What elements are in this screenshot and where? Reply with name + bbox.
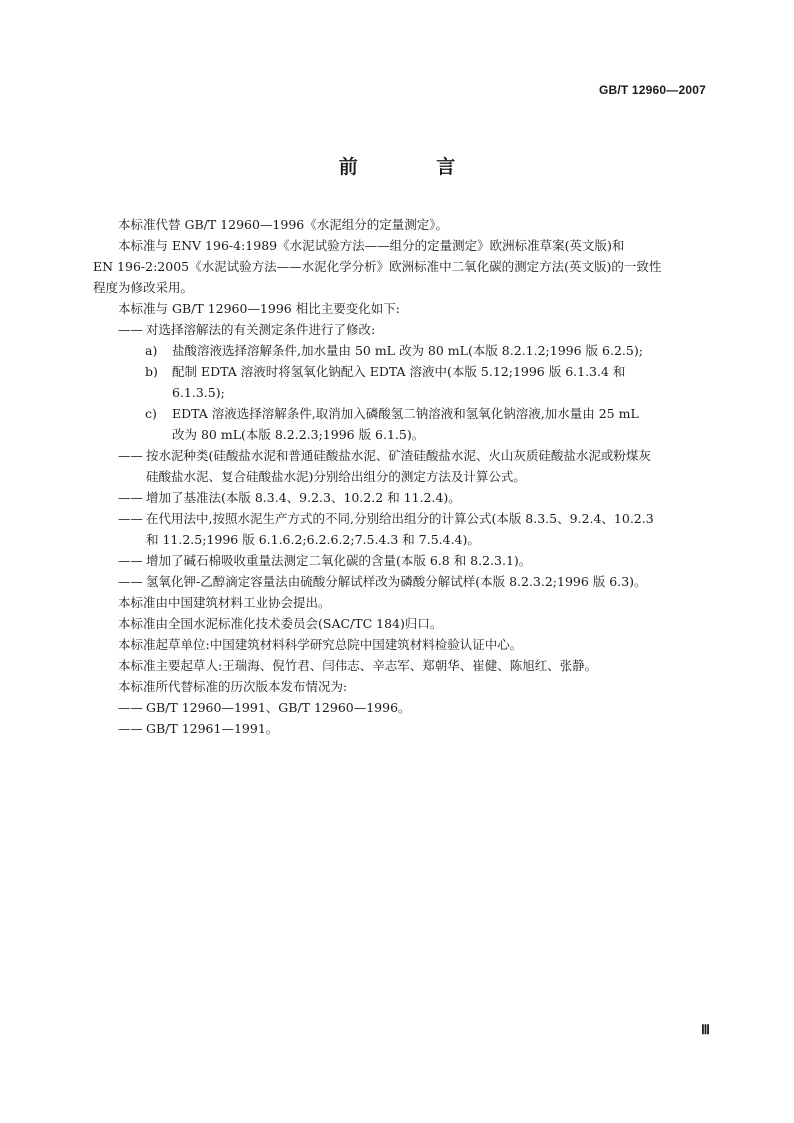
paragraph-changes-intro: 本标准与 GB/T 12960—1996 相比主要变化如下: (118, 301, 400, 316)
foreword-body (93, 214, 706, 739)
sub-item (118, 340, 706, 361)
sub-item-text: EDTA 溶液选择溶解条件,取消加入磷酸氢二钠溶液和氢氧化钠溶液,加水量由 25 mL (172, 406, 639, 421)
change-item (118, 445, 706, 487)
dash-marker: —— (118, 322, 143, 337)
change-text: 增加了碱石棉吸收重量法测定二氧化碳的含量(本版 6.8 和 8.2.3.1)。 (146, 553, 532, 568)
sub-item-label: b) (145, 364, 158, 379)
change-item (118, 487, 706, 508)
sub-item (118, 361, 706, 403)
sub-item (118, 403, 706, 445)
standard-number: GB/T 12960—2007 (598, 83, 706, 97)
change-text: 硅酸盐水泥、复合硅酸盐水泥)分别给出组分的测定方法及计算公式。 (146, 469, 526, 484)
paragraph-adoption-line: 本标准与 ENV 196-4:1989《水泥试验方法——组分的定量测定》欧洲标准草案(英文版)和 (118, 238, 625, 253)
paragraph-drafting-unit: 本标准起草单位:中国建筑材料科学研究总院中国建筑材料检验认证中心。 (118, 637, 523, 652)
change-item (118, 319, 706, 340)
change-item (118, 571, 706, 592)
sub-item-text: 配制 EDTA 溶液时将氢氧化钠配入 EDTA 溶液中(本版 5.12;1996 版 6.1.3.4 和 (172, 364, 626, 379)
change-text: 对选择溶解法的有关测定条件进行了修改: (146, 322, 376, 337)
sub-item-text: 改为 80 mL(本版 8.2.2.3;1996 版 6.1.5)。 (172, 427, 425, 442)
paragraph-history: 本标准所代替标准的历次版本发布情况为: (118, 679, 348, 694)
sub-item-text: 盐酸溶液选择溶解条件,加水量由 50 mL 改为 80 mL(本版 8.2.1.2;1996 版 6.2.5); (172, 343, 643, 358)
change-text: 增加了基准法(本版 8.3.4、9.2.3、10.2.2 和 11.2.4)。 (146, 490, 461, 505)
change-text: 和 11.2.5;1996 版 6.1.6.2;6.2.6.2;7.5.4.3 和 7.5.4.4)。 (146, 532, 480, 547)
page-number: Ⅲ (701, 1022, 710, 1037)
dash-marker: —— (118, 700, 143, 715)
paragraph-adoption (93, 235, 706, 298)
dash-marker: —— (118, 553, 143, 568)
dash-marker: —— (118, 448, 143, 463)
change-text: 氢氧化钾-乙醇滴定容量法由硫酸分解试样改为磷酸分解试样(本版 8.2.3.2;1996 版 6.3)。 (146, 574, 647, 589)
sub-item-label: a) (145, 343, 158, 358)
paragraph-replaces: 本标准代替 GB/T 12960—1996《水泥组分的定量测定》。 (118, 217, 448, 232)
history-text: GB/T 12960—1991、GB/T 12960—1996。 (146, 700, 411, 715)
paragraph-adoption-line: EN 196-2:2005《水泥试验方法——水泥化学分析》欧洲标准中二氧化碳的测定方法(英文版)的一致性 (93, 259, 662, 274)
paragraph-drafters: 本标准主要起草人:王瑞海、倪竹君、闫伟志、辛志军、郑朝华、崔健、陈旭红、张静。 (118, 658, 598, 673)
dash-marker: —— (118, 574, 143, 589)
paragraph-adoption-line: 程度为修改采用。 (93, 280, 194, 295)
sub-item-label: c) (145, 406, 157, 421)
history-item (118, 697, 706, 718)
dash-marker: —— (118, 511, 143, 526)
history-text: GB/T 12961—1991。 (146, 721, 279, 736)
page-title: 前 言 (338, 156, 492, 178)
change-item (118, 508, 706, 550)
change-text: 在代用法中,按照水泥生产方式的不同,分别给出组分的计算公式(本版 8.3.5、9.2.4、10.2.3 (146, 511, 654, 526)
change-item (118, 550, 706, 571)
paragraph-proposer: 本标准由中国建筑材料工业协会提出。 (118, 595, 331, 610)
sub-item-text: 6.1.3.5); (172, 385, 225, 400)
change-text: 按水泥种类(硅酸盐水泥和普通硅酸盐水泥、矿渣硅酸盐水泥、火山灰质硅酸盐水泥或粉煤灰 (146, 448, 651, 463)
dash-marker: —— (118, 721, 143, 736)
paragraph-committee: 本标准由全国水泥标准化技术委员会(SAC/TC 184)归口。 (118, 616, 443, 631)
history-item (118, 718, 706, 739)
dash-marker: —— (118, 490, 143, 505)
